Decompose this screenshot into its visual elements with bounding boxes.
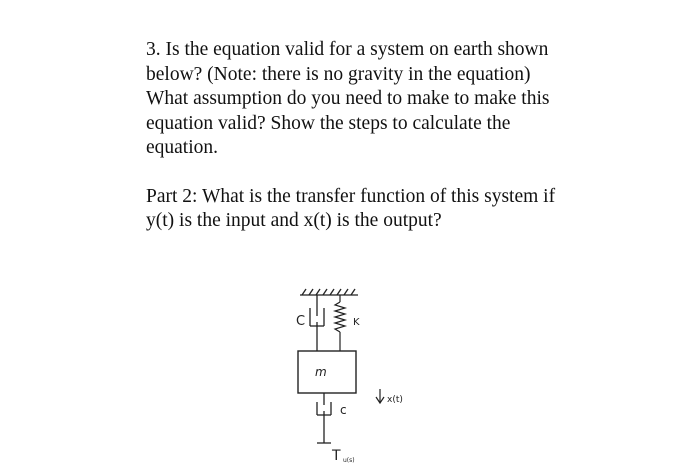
damper-top-label: C <box>296 314 306 329</box>
question-line: What assumption do you need to make to make this <box>146 88 550 109</box>
question-line: 3. Is the equation valid for a system on earth shown <box>146 39 549 60</box>
damper-bottom-label: c <box>340 403 347 417</box>
question-text <box>146 38 626 234</box>
displacement-label: x(t) <box>387 395 403 405</box>
bottom-damper <box>317 393 331 443</box>
mass-spring-damper-diagram <box>280 278 440 468</box>
top-damper <box>310 295 324 351</box>
input-subscript: u(s) <box>343 457 355 464</box>
question-line: equation. <box>146 137 219 158</box>
part2-line: y(t) is the input and x(t) is the output? <box>146 210 442 231</box>
spring <box>335 295 345 351</box>
question-line: below? (Note: there is no gravity in the equation) <box>146 63 531 85</box>
mass-label: m <box>315 365 327 379</box>
question-line: equation valid? Show the steps to calculate the <box>146 112 511 134</box>
ceiling-ground <box>300 289 358 295</box>
displacement-arrow-icon <box>376 389 384 403</box>
question-paragraph <box>146 38 626 161</box>
part2-paragraph <box>146 185 626 234</box>
mass-block <box>298 351 356 393</box>
input-label: T <box>332 448 341 464</box>
spring-label: K <box>353 317 360 328</box>
part2-line: Part 2: What is the transfer function of this system if <box>146 185 556 207</box>
